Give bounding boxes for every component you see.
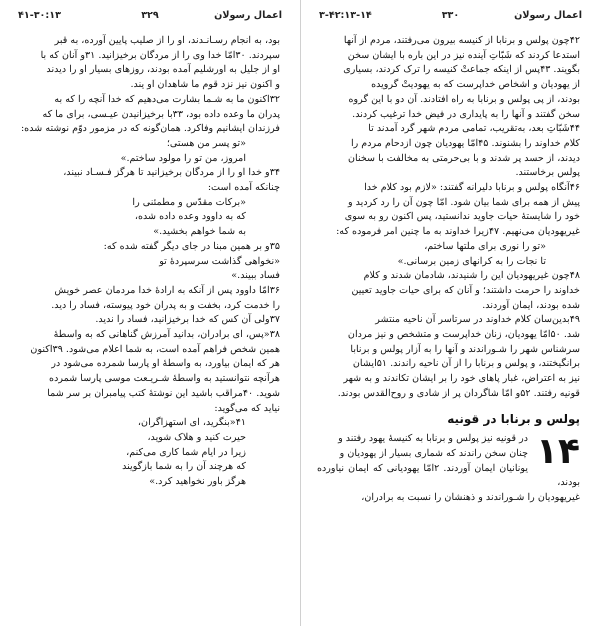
right-header-book-title: اعمال رسولان — [514, 10, 582, 21]
paragraph: ۳۸«پس، ای برادران، بدانید آمرزش گناهانی که به واسطهٔ همین شخص فراهم آمده است، به شما اعلام می‌شود. ۳۹اکنون هر که ایمان بیاورد، به واسطهٔ او پارسا شمرده می‌شود در هرآنچه نتوانستید به واسطهٔ شـریـعت موسی پارسا شمرده شوید. ۴۰مراقب باشید این نوشتهٔ کتب پیامبران بر سر شما نیاید که می‌گوید: — [30, 329, 280, 414]
left-page-header — [18, 10, 282, 26]
paragraph: ۳۶امّا داوود پس از آنکه به ارادهٔ خدا مردمان عصر خویش را خدمت کرد، بخفت و به پدران خود پیوسته، فساد را دید. ۳۷ولی آن کس که خدا برخیزانید، فساد را ندید. — [51, 284, 280, 326]
right-page — [300, 0, 600, 626]
left-header-page-number: ۳۲۹ — [141, 10, 159, 21]
right-header-page-number: ۳۳۰ — [441, 10, 460, 21]
paragraph: ۴۲چون پولس و برنابا از کنیسه بیرون می‌رفتند، مردم از آنها استدعا کردند که شَبّاتِ آینده نیز در این باره با ایشان سخن بگویند. ۴۳پس از اینکه جماعتْ کنیسه را ترک کردند، بسیاری از یهودیان و اشخاص خداپرست که به یهودیتْ گرویده بودند، از پی پولس و برنابا به راه افتادند. آن دو با این گروه سخن گفتند و آنها را به پایداری در فیض خدا ترغیب کردند. — [343, 35, 580, 120]
quote: «تو پسر من هستی؛ امروز، من تو را مولود ساختم.» — [120, 137, 246, 164]
quote: ۴۱«بنگرید، ای استهزاگران، حیرت کنید و هلاک شوید، زیرا در ایام شما کاری می‌کنم، که هرچند آن را به شما بازگویند هرگز باور نخواهید کرد.» — [122, 417, 246, 488]
quote: «برکات مقدّس و مطمئنی را که به داوود وعده داده شده، به شما خواهم بخشید.» — [132, 196, 246, 238]
paragraph: در قونیه نیز پولس و برنابا به کنیسهٔ یهود رفتند و چنان سخن راندند که شماری بسیار از یهودیان و یونانیان ایمان آوردند. ۲امّا یهودیانی که ایمان نیاورده بودند، غیریهودیان را شـوراندند و ذهنشان را نسبت به برادران، — [317, 433, 580, 504]
left-header-book-title: اعمال رسولان — [214, 10, 282, 21]
quote: «تو را نوری برای ملتها ساختم، تا نجات را به کرانهای زمین برسانی.» — [397, 240, 546, 267]
paragraph: ۴۸چون غیریهودیان این را شنیدند، شادمان شدند و کلام خداوند را حرمت داشتند؛ و آنان که برای حیات جاوید تعیین شده بودند، ایمان آوردند. — [351, 270, 580, 311]
paragraph: ۴۶آنگاه پولس و برنابا دلیرانه گفتند: «لازم بود کلام خدا پیش از همه برای شما بیان شود. امّا چون آن را رد کردید و خود را شایستهٔ حیات جاوید ندانستید، پس اکنون رو به سوی غیریهودیان می‌نهیم. ۴۷زیرا خداوند به ما چنین امر فرموده که: — [336, 182, 580, 238]
chapter-start — [317, 432, 580, 506]
right-page-body — [317, 34, 580, 506]
chapter-number: ۱۴ — [536, 431, 580, 473]
paragraph: ۴۹بدین‌سان کلام خداوند در سرتاسر آن ناحیه منتشر شد. ۵۰امّا یهودیان، زنان خداپرست و متشخص و نیز مردان سرشناس شهر را شـوراندند و آنها را به آزار پولس و برنابا برانگیختند، و پولس و برنابا را از آن ناحیه راندند. ۵۱ایشان نیز به اعتراض، غبار پاهای خود را بر ایشان تکاندند و به شهر قونیه رفتند. ۵۲و امّا شاگردان پر از شادی و روح‌القدس بودند. — [337, 314, 580, 399]
paragraph: ۳۵و بر همین مبنا در جای دیگر گفته شده که: «نخواهی گذاشت سرسپردهٔ تو فساد ببیند.» — [103, 240, 280, 282]
paragraph: ۳۴و خدا او را از مردگان برخیزانید تا هرگز فـسـاد نبیند، چنانکه آمده است: — [63, 167, 280, 194]
left-header-reference: ۴۱-۳۰:۱۳ — [18, 10, 61, 21]
right-page-header — [319, 10, 582, 26]
section-title: پولس و برنابا در قونیه — [447, 411, 580, 426]
paragraph: ۴۴شَبّاتِ بعد، به‌تقریب، تمامی مردم شهر گرد آمدند تا کلام خداوند را بشنوند. ۴۵امّا یهودیان چون ازدحام مردم را دیدند، از حسد پر شدند و با بی‌حرمتی به مخالفت با سخنان پولس برخاستند. — [348, 123, 580, 179]
right-header-reference: ۳-۴۲:۱۳-۱۴ — [319, 10, 372, 21]
paragraph: ۳۲اکنون ما به شـما بشارت می‌دهیم که خدا آنچه را که به پدران ما وعده داده بود، ۳۳با برخیزانیدن عیـسی، برای ما که فرزندان ایشانیم وفاکرد. همان‌گونه که در مزمور دوّم نوشته شده: — [20, 93, 280, 135]
paragraph: بود، به انجام رسـانـدند، او را از صلیب پایین آورده، به قبر سپردند. ۳۰امّا خدا وی را از مردگان برخیزانید. ۳۱و آنان که با او از جلیل به اورشلیم آمده بودند، روزهای بسیار او را دیدند و اکنون نیز نزد قوم ما شاهدان او یند. — [40, 35, 280, 91]
left-page-body — [16, 34, 280, 490]
